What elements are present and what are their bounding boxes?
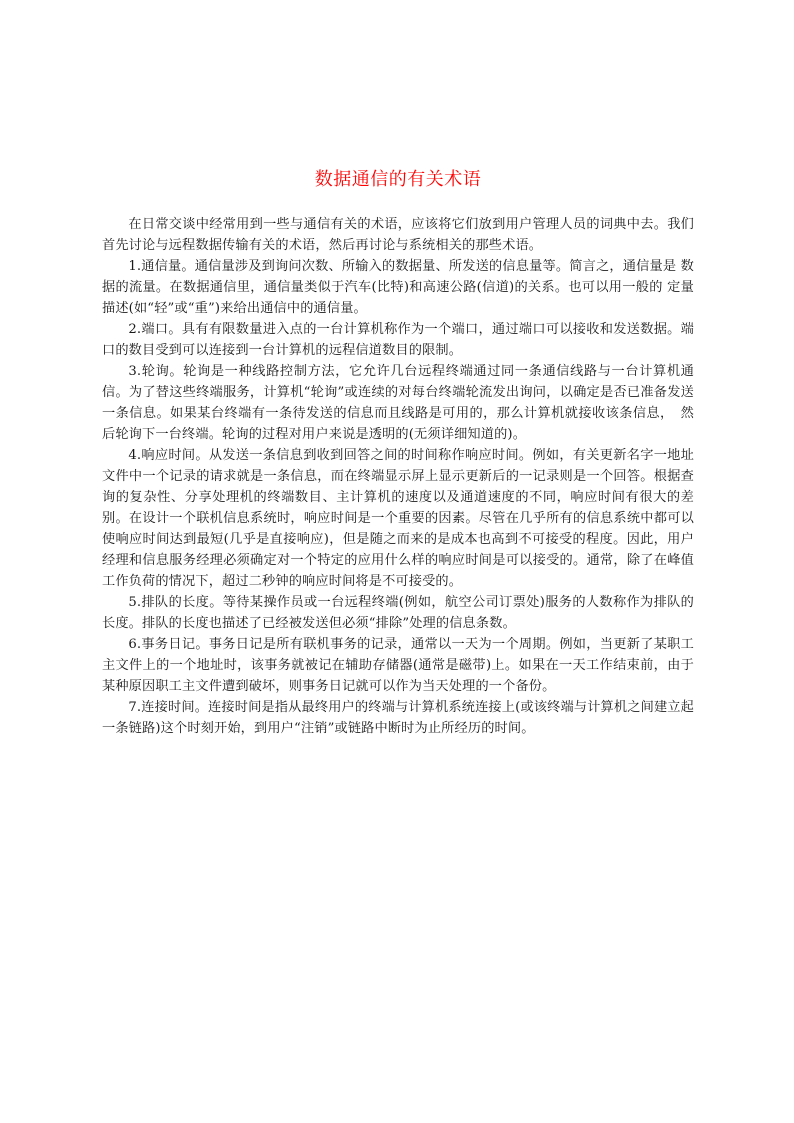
paragraph-traffic: 1.通信量。通信量涉及到询问次数、所输入的数据量、所发送的信息量等。简言之，通信量是 数据的流量。在数据通信里，通信量类似于汽车(比特)和高速公路(信道)的关系。也可以用一般的 定量描述(如“轻”或“重”)来给出通信中的通信量。 xyxy=(102,259,694,316)
paragraph-response-time: 4.响应时间。从发送一条信息到收到回答之间的时间称作响应时间。例如，有关更新名字一地址文件中一个记录的请求就是一条信息，而在终端显示屏上显示更新后的一记录则是一个回答。根据查询的复杂性、分享处理机的终端数目、主计算机的速度以及通道速度的不同，响应时间有很大的差别。在设计一个联机信息系统时，响应时间是一个重要的因素。尽管在几乎所有的信息系统中都可以使响应时间达到最短(几乎是直接响应)，但是随之而来的是成本也高到不可接受的程度。因此，用户经理和信息服务经理必须确定对一个特定的应用什么样的响应时间是可以接受的。通常，除了在峰值工作负荷的情况下，超过二秒钟的响应时间将是不可接受的。 xyxy=(102,448,694,589)
paragraph-port: 2.端口。具有有限数量进入点的一台计算机称作为一个端口，通过端口可以接收和发送数据。端口的数目受到可以连接到一台计算机的远程信道数目的限制。 xyxy=(102,322,694,358)
paragraph-transaction-log: 6.事务日记。事务日记是所有联机事务的记录，通常以一天为一个周期。例如，当更新了某职工主文件上的一个地址时，该事务就被记在辅助存储器(通常是磁带)上。如果在一天工作结束前，由于某种原因职工主文件遭到破坏，则事务日记就可以作为当天处理的一个备份。 xyxy=(102,637,694,694)
paragraph-polling: 3.轮询。轮询是一种线路控制方法，它允许几台远程终端通过同一条通信线路与一台计算机通信。为了替这些终端服务，计算机“轮询”或连续的对每台终端轮流发出询问，以确定是否已准备发送一条信息。如果某台终端有一条待发送的信息而且线路是可用的，那么计算机就接收该条信息， 然后轮询下一台终端。轮询的过程对用户来说是透明的(无须详细知道的)。 xyxy=(102,364,694,442)
paragraph-queue-length: 5.排队的长度。等待某操作员或一台远程终端(例如，航空公司订票处)服务的人数称作为排队的长度。排队的长度也描述了已经被发送但必须“排除”处理的信息条数。 xyxy=(102,595,694,631)
document-page xyxy=(102,166,694,739)
document-title: 数据通信的有关术语 xyxy=(314,169,482,190)
intro-paragraph: 在日常交谈中经常用到一些与通信有关的术语，应该将它们放到用户管理人员的词典中去。我们首先讨论与远程数据传输有关的术语，然后再讨论与系统相关的那些术语。 xyxy=(102,217,694,253)
paragraph-connect-time: 7.连接时间。连接时间是指从最终用户的终端与计算机系统连接上(或该终端与计算机之间建立起一条链路)这个时刻开始，到用户“注销”或链路中断时为止所经历的时间。 xyxy=(102,700,694,736)
